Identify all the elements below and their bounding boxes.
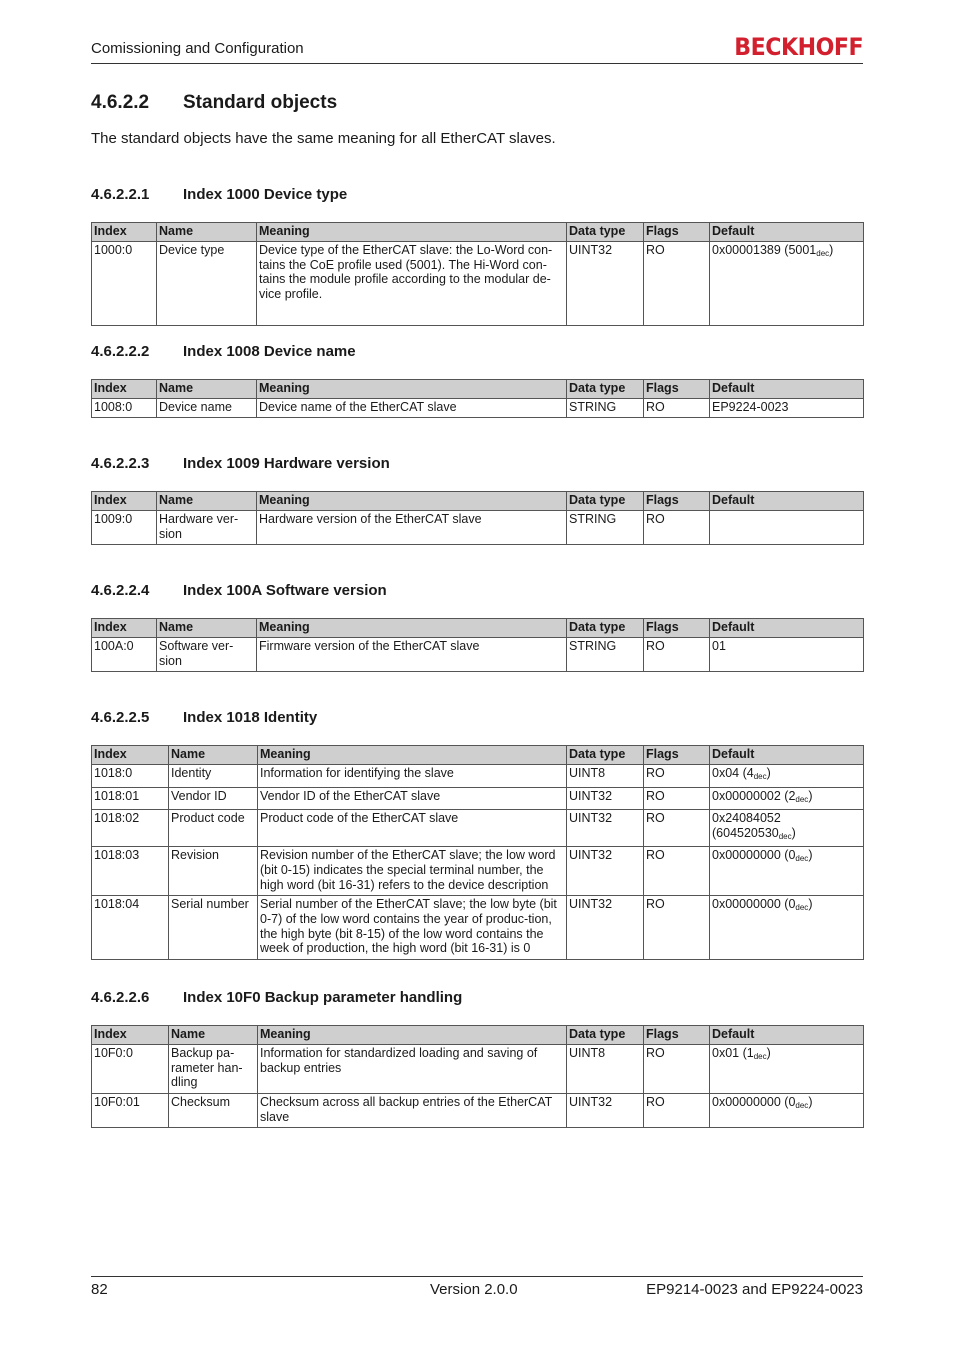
subsection-title: Index 1008 Device name [183, 343, 356, 360]
column-header: Default [710, 492, 864, 511]
default-value: 0x00000000 (0 [712, 848, 796, 863]
subsection-title: Index 10F0 Backup parameter handling [183, 989, 463, 1006]
cell-meaning: Revision number of the EtherCAT slave; the low word (bit 0-15) indicates the special terminal number, the high word (bit 16-31) refers to the device description [258, 847, 567, 896]
cell-name: Revision [169, 847, 258, 896]
column-header: Data type [567, 1026, 644, 1045]
cell-type: STRING [567, 399, 644, 418]
cell-index: 1000:0 [92, 242, 157, 326]
cell-index: 1018:02 [92, 810, 169, 847]
table-header-row [92, 492, 864, 511]
cell-meaning: Device type of the EtherCAT slave: the Lo-Word con-tains the CoE profile used (5001). The Hi-Word con-tains the module profile according to the modular de-vice profile. [257, 242, 567, 326]
cell-default [710, 511, 864, 545]
table-header-row [92, 619, 864, 638]
cell-index: 10F0:0 [92, 1045, 169, 1094]
column-header: Flags [644, 223, 710, 242]
column-header: Data type [567, 492, 644, 511]
table-row [92, 810, 864, 847]
default-subscript: dec [795, 854, 809, 864]
table-row [92, 511, 864, 545]
cell-default [710, 847, 864, 896]
table-row [92, 765, 864, 788]
cell-type: STRING [567, 511, 644, 545]
default-tail: ) [808, 1095, 813, 1109]
cell-default [710, 242, 864, 326]
cell-flags: RO [644, 896, 710, 960]
cell-name: Serial number [169, 896, 258, 960]
cell-flags: RO [644, 1094, 710, 1128]
default-subscript: dec [795, 1101, 809, 1110]
column-header: Index [92, 492, 157, 511]
cell-type: UINT32 [567, 242, 644, 326]
cell-flags: RO [644, 765, 710, 788]
column-header: Default [710, 619, 864, 638]
subsection-number: 4.6.2.2.3 [91, 455, 150, 472]
subsection-heading [91, 455, 863, 481]
table-header-row [92, 1026, 864, 1045]
default-tail: ) [829, 243, 834, 257]
subsection-number: 4.6.2.2.2 [91, 343, 150, 360]
table-row [92, 1045, 864, 1094]
column-header: Flags [644, 746, 710, 765]
cell-index: 100A:0 [92, 638, 157, 672]
footer-divider [91, 1276, 863, 1277]
table-row [92, 787, 864, 810]
column-header: Default [710, 746, 864, 765]
table-header-row [92, 380, 864, 399]
cell-type: UINT8 [567, 1045, 644, 1094]
default-value: 0x00000000 (0 [712, 1095, 796, 1109]
column-header: Flags [644, 492, 710, 511]
cell-name: Vendor ID [169, 787, 258, 810]
subsection-heading [91, 186, 863, 212]
default-value: 0x00001389 (5001 [712, 243, 817, 257]
default-subscript: dec [795, 794, 809, 804]
table-row [92, 399, 864, 418]
subsection-title: Index 1009 Hardware version [183, 455, 390, 472]
cell-default [710, 787, 864, 810]
cell-index: 1009:0 [92, 511, 157, 545]
subsection-heading [91, 343, 863, 369]
footer-product: EP9214-0023 and EP9224-0023 [646, 1281, 863, 1298]
cell-index: 1018:01 [92, 787, 169, 810]
object-table [91, 379, 864, 418]
header-title: Comissioning and Configuration [91, 40, 304, 57]
column-header: Data type [567, 746, 644, 765]
subsection [91, 186, 863, 326]
cell-default [710, 896, 864, 960]
cell-meaning: Vendor ID of the EtherCAT slave [258, 787, 567, 810]
column-header: Default [710, 380, 864, 399]
table-row [92, 242, 864, 326]
cell-index: 1018:0 [92, 765, 169, 788]
cell-name: Identity [169, 765, 258, 788]
default-tail: ) [766, 1046, 771, 1060]
default-subscript: dec [795, 903, 809, 913]
default-subscript: dec [753, 1052, 767, 1061]
table-header-row [92, 746, 864, 765]
subsection-number: 4.6.2.2.5 [91, 709, 150, 726]
default-tail: ) [766, 766, 771, 780]
cell-default [710, 1045, 864, 1094]
cell-meaning: Checksum across all backup entries of the EtherCAT slave [258, 1094, 567, 1128]
default-subscript: dec [778, 831, 792, 841]
cell-index: 1018:03 [92, 847, 169, 896]
cell-meaning: Hardware version of the EtherCAT slave [257, 511, 567, 545]
default-tail: ) [808, 788, 813, 803]
cell-meaning: Firmware version of the EtherCAT slave [257, 638, 567, 672]
column-header: Flags [644, 380, 710, 399]
cell-type: UINT32 [567, 847, 644, 896]
object-table [91, 222, 864, 326]
cell-flags: RO [644, 1045, 710, 1094]
table-header-row [92, 223, 864, 242]
cell-type: UINT32 [567, 1094, 644, 1128]
column-header: Name [157, 223, 257, 242]
subsection [91, 989, 863, 1128]
object-table [91, 1025, 864, 1128]
column-header: Meaning [257, 492, 567, 511]
cell-name: Hardware ver-sion [157, 511, 257, 545]
cell-default [710, 399, 864, 418]
cell-flags: RO [644, 399, 710, 418]
column-header: Name [157, 380, 257, 399]
column-header: Default [710, 1026, 864, 1045]
cell-index: 1008:0 [92, 399, 157, 418]
table-row [92, 896, 864, 960]
column-header: Index [92, 619, 157, 638]
cell-name: Product code [169, 810, 258, 847]
column-header: Data type [567, 223, 644, 242]
cell-name: Checksum [169, 1094, 258, 1128]
cell-type: STRING [567, 638, 644, 672]
cell-type: UINT32 [567, 896, 644, 960]
column-header: Meaning [258, 1026, 567, 1045]
default-value: 01 [712, 639, 726, 653]
subsection-number: 4.6.2.2.4 [91, 582, 150, 599]
default-subscript: dec [816, 249, 830, 258]
column-header: Data type [567, 619, 644, 638]
subsection [91, 709, 863, 960]
column-header: Name [169, 746, 258, 765]
default-value: 0x01 (1 [712, 1046, 754, 1060]
column-header: Name [157, 492, 257, 511]
cell-index: 1018:04 [92, 896, 169, 960]
cell-flags: RO [644, 787, 710, 810]
column-header: Meaning [257, 223, 567, 242]
section-title: Standard objects [183, 92, 338, 113]
subsection-heading [91, 989, 863, 1015]
subsection [91, 582, 863, 672]
cell-meaning: Product code of the EtherCAT slave [258, 810, 567, 847]
cell-meaning: Information for standardized loading and saving of backup entries [258, 1045, 567, 1094]
column-header: Flags [644, 1026, 710, 1045]
subsection-heading [91, 582, 863, 608]
default-tail: ) [808, 897, 813, 912]
cell-flags: RO [644, 242, 710, 326]
footer-version: Version 2.0.0 [430, 1281, 518, 1298]
table-row [92, 847, 864, 896]
subsection-heading [91, 709, 863, 735]
subsection [91, 455, 863, 545]
default-value: EP9224-0023 [712, 400, 789, 414]
cell-flags: RO [644, 810, 710, 847]
cell-default [710, 810, 864, 847]
section-number: 4.6.2.2 [91, 92, 150, 113]
column-header: Index [92, 746, 169, 765]
column-header: Flags [644, 619, 710, 638]
column-header: Default [710, 223, 864, 242]
column-header: Name [157, 619, 257, 638]
beckhoff-logo: BECKHOFF [734, 33, 863, 61]
cell-type: UINT32 [567, 787, 644, 810]
cell-meaning: Serial number of the EtherCAT slave; the low byte (bit 0-7) of the low word contains the year of produc-tion, the high byte (bit 8-15) of the low word contains the week of production, the high word (bit 16-31) is 0 [258, 896, 567, 960]
default-tail: ) [808, 848, 813, 863]
default-value: 0x00000000 (0 [712, 897, 796, 912]
column-header: Index [92, 1026, 169, 1045]
cell-type: UINT8 [567, 765, 644, 788]
cell-flags: RO [644, 511, 710, 545]
cell-flags: RO [644, 847, 710, 896]
cell-name: Device name [157, 399, 257, 418]
default-tail: ) [791, 825, 796, 840]
footer-page-number: 82 [91, 1281, 108, 1298]
cell-meaning: Device name of the EtherCAT slave [257, 399, 567, 418]
cell-name: Backup pa-rameter han-dling [169, 1045, 258, 1094]
subsection-title: Index 100A Software version [183, 582, 387, 599]
column-header: Meaning [257, 380, 567, 399]
object-table [91, 745, 864, 960]
subsection-title: Index 1000 Device type [183, 186, 348, 203]
object-table [91, 491, 864, 545]
section-intro: The standard objects have the same meaning for all EtherCAT slaves. [91, 130, 556, 147]
subsection [91, 343, 863, 418]
section-heading [91, 92, 337, 114]
cell-flags: RO [644, 638, 710, 672]
cell-meaning: Information for identifying the slave [258, 765, 567, 788]
cell-index: 10F0:01 [92, 1094, 169, 1128]
default-value: 0x24084052 (604520530 [712, 811, 781, 840]
cell-default [710, 765, 864, 788]
column-header: Meaning [257, 619, 567, 638]
default-value: 0x04 (4 [712, 766, 754, 780]
subsection-title: Index 1018 Identity [183, 709, 318, 726]
column-header: Meaning [258, 746, 567, 765]
table-row [92, 638, 864, 672]
cell-default [710, 1094, 864, 1128]
column-header: Data type [567, 380, 644, 399]
header-divider [91, 63, 863, 64]
cell-name: Software ver-sion [157, 638, 257, 672]
column-header: Index [92, 380, 157, 399]
subsection-number: 4.6.2.2.6 [91, 989, 150, 1006]
table-row [92, 1094, 864, 1128]
cell-type: UINT32 [567, 810, 644, 847]
cell-default [710, 638, 864, 672]
cell-name: Device type [157, 242, 257, 326]
subsection-number: 4.6.2.2.1 [91, 186, 150, 203]
default-subscript: dec [753, 772, 767, 781]
column-header: Index [92, 223, 157, 242]
column-header: Name [169, 1026, 258, 1045]
object-table [91, 618, 864, 672]
default-value: 0x00000002 (2 [712, 788, 796, 803]
